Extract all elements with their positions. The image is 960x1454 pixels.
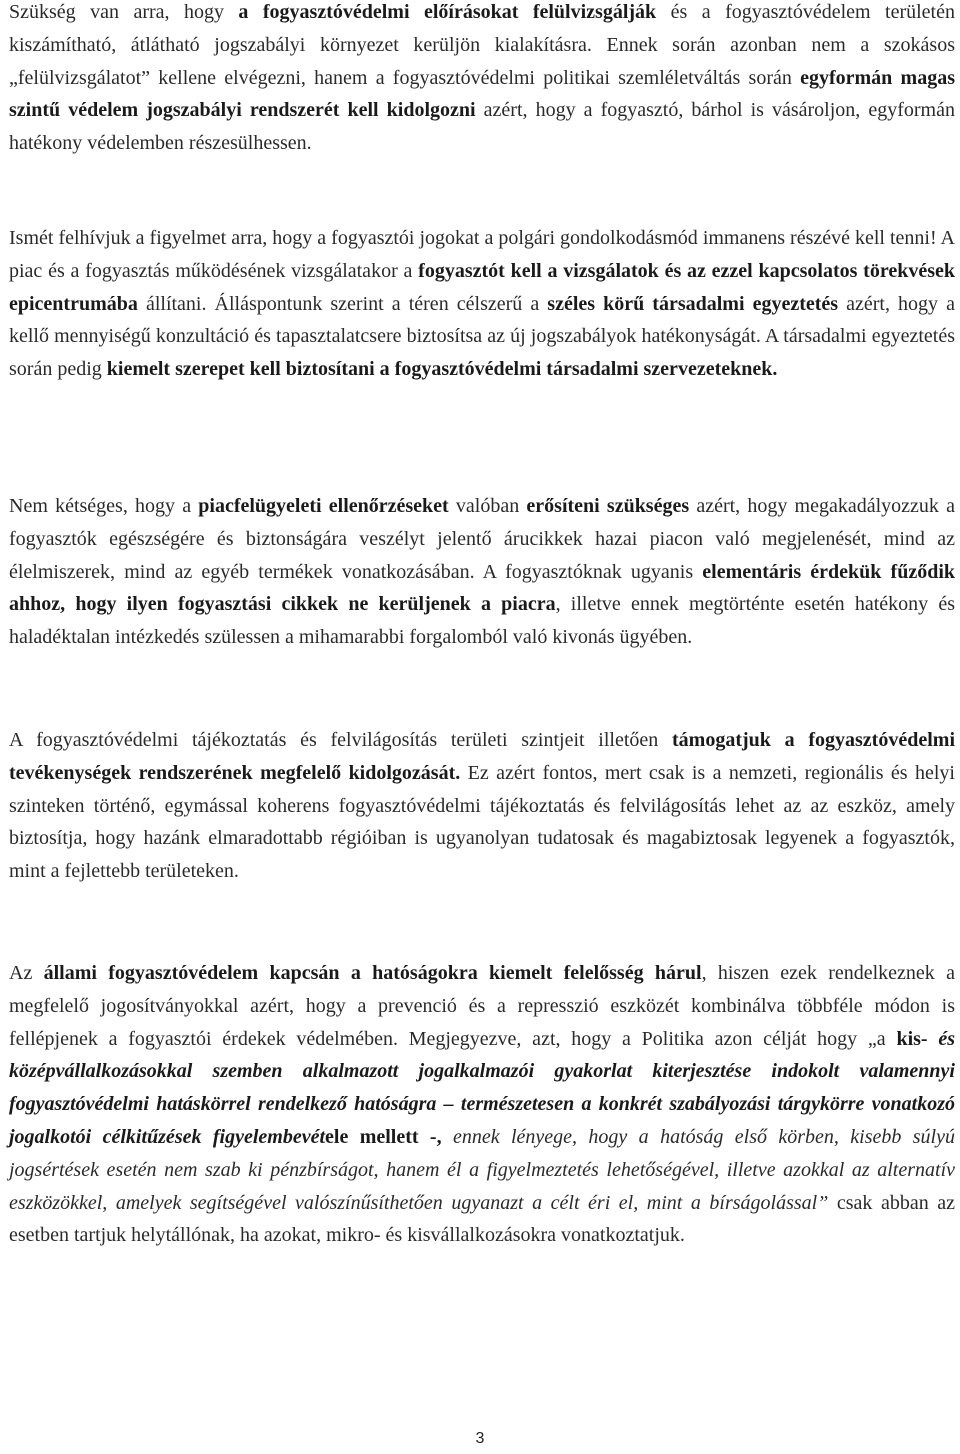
text-run: azért, hogy megakadályozzuk a fogyasztók egészségére és biztonságára veszélyt jelentő árucikkek hazai piacon való megjelenését, mind az élelmiszerek, mind az egyéb termékek vonatkozásában. A fogyasztóknak ugyanis — [9, 495, 955, 583]
paragraph-2 — [9, 222, 955, 386]
text-run: A fogyasztóvédelmi tájékoztatás és felvilágosítás területi szintjeit illetően — [9, 729, 673, 751]
italic-text: ennek lényege, hogy a hatóság első körben, kisebb súlyú jogsértések esetén nem szab ki pénzbírságot, hanem él a figyelmeztetés lehetőségével, illetve azokkal az alternatív eszközökkel, amelyek segítségével valószínűsíthetően ugyanazt a célt éri el, mint a bírságolással” — [9, 1125, 955, 1214]
text-run: Nem kétséges, hogy a — [9, 495, 199, 517]
emphasized-text: erősíteni szükséges — [526, 495, 690, 517]
paragraph-4 — [9, 724, 955, 888]
emphasized-text: piacfelügyeleti ellenőrzéseket — [198, 495, 449, 517]
page-number: 3 — [475, 1430, 485, 1447]
text-run: azért, hogy a fogyasztó, bárhol is vásároljon, egyformán hatékony védelemben részesülhessen. — [9, 99, 955, 155]
text-run: , hiszen ezek rendelkeznek a megfelelő jogosítványokkal azért, hogy a prevenció és a represszió eszközét kombinálva többféle módon is fellépjenek a fogyasztói érdekek védelmében. Megjegyezve, azt, hogy a Politika azon célját hogy „a — [9, 962, 955, 1050]
text-run: Szükség van arra, hogy — [9, 1, 239, 23]
text-run: Ez azért fontos, mert csak is a nemzeti, regionális és helyi szinteken történő, egymással koherens fogyasztóvédelmi tájékoztatás és felvilágosítás lehet az az eszköz, amely biztosítja, hogy hazánk elmaradottabb régióiban is ugyanolyan tudatosak és magabiztosak legyenek a fogyasztók, mint a fejlettebb területeken. — [9, 761, 955, 883]
text-run: Az — [9, 962, 44, 984]
text-run: Ismét felhívjuk a figyelmet arra, hogy a fogyasztói jogokat a polgári gondolkodásmód immanens részévé kell tenni! A piac és a fogyasztás működésének vizsgálatakor a — [9, 227, 955, 282]
emphasized-text: és középvállalkozásokkal szemben alkalmazott jogalkalmazói gyakorlat kiterjesztése indokolt valamennyi fogyasztóvédelmi hatáskörrel rendelkező hatóságra – természetesen a konkrét szabályozási tárgykörre vonatkozó jogalkotói célkitűzések figyelembevét — [9, 1027, 956, 1148]
emphasized-text: állami fogyasztóvédelem kapcsán a hatóságokra kiemelt felelősség hárul — [43, 962, 702, 984]
paragraph-3 — [9, 490, 955, 654]
emphasized-text: elementáris érdekük fűződik ahhoz, hogy ilyen fogyasztási cikkek ne kerüljenek a piacra — [9, 560, 956, 616]
emphasized-text: egyformán magas szintű védelem jogszabályi rendszerét kell kidolgozni — [9, 66, 955, 122]
text-run: csak abban az esetben tartjuk helytállónak, ha azokat, mikro- és kisvállalkozásokra vonatkoztatjuk. — [9, 1191, 956, 1247]
text-run: , illetve ennek megtörténte esetén hatékony és haladéktalan intézkedés szülessen a mihamarabbi forgalomból való kivonás ügyében. — [9, 593, 955, 649]
text-run: állítani. Álláspontunk szerint a téren célszerű a — [137, 292, 548, 315]
emphasized-text: támogatjuk a fogyasztóvédelmi tevékenységek rendszerének megfelelő kidolgozását. — [9, 729, 955, 784]
text-run: és a fogyasztóvédelem területén kiszámítható, átlátható jogszabályi környezet kerüljön kialakításra. Ennek során azonban nem a szokásos „felülvizsgálatot” kellene elvégezni, hanem a fogyasztóvédelmi politikai szemléletváltás során — [9, 1, 955, 89]
emphasized-text: ele mellett -, — [325, 1125, 442, 1148]
text-run — [928, 1028, 939, 1050]
text-run: azért, hogy a kellő mennyiségű konzultáció és tapasztalatcsere biztosítsa az új jogszabályok hatékonyságát. A társadalmi egyeztetés során pedig — [9, 292, 955, 381]
emphasized-text: fogyasztót kell a vizsgálatok és az ezzel kapcsolatos törekvések epicentrumába — [9, 259, 956, 315]
paragraph-5 — [9, 957, 955, 1252]
emphasized-text: széles körű társadalmi egyeztetés — [547, 292, 839, 315]
emphasized-text: kis- — [896, 1027, 928, 1050]
emphasized-text: a fogyasztóvédelmi előírásokat felülvizsgálják — [238, 1, 657, 23]
emphasized-text: kiemelt szerepet kell biztosítani a fogyasztóvédelmi társadalmi szervezeteknek. — [106, 358, 778, 381]
paragraph-1 — [9, 0, 955, 160]
text-run: valóban — [448, 495, 527, 517]
